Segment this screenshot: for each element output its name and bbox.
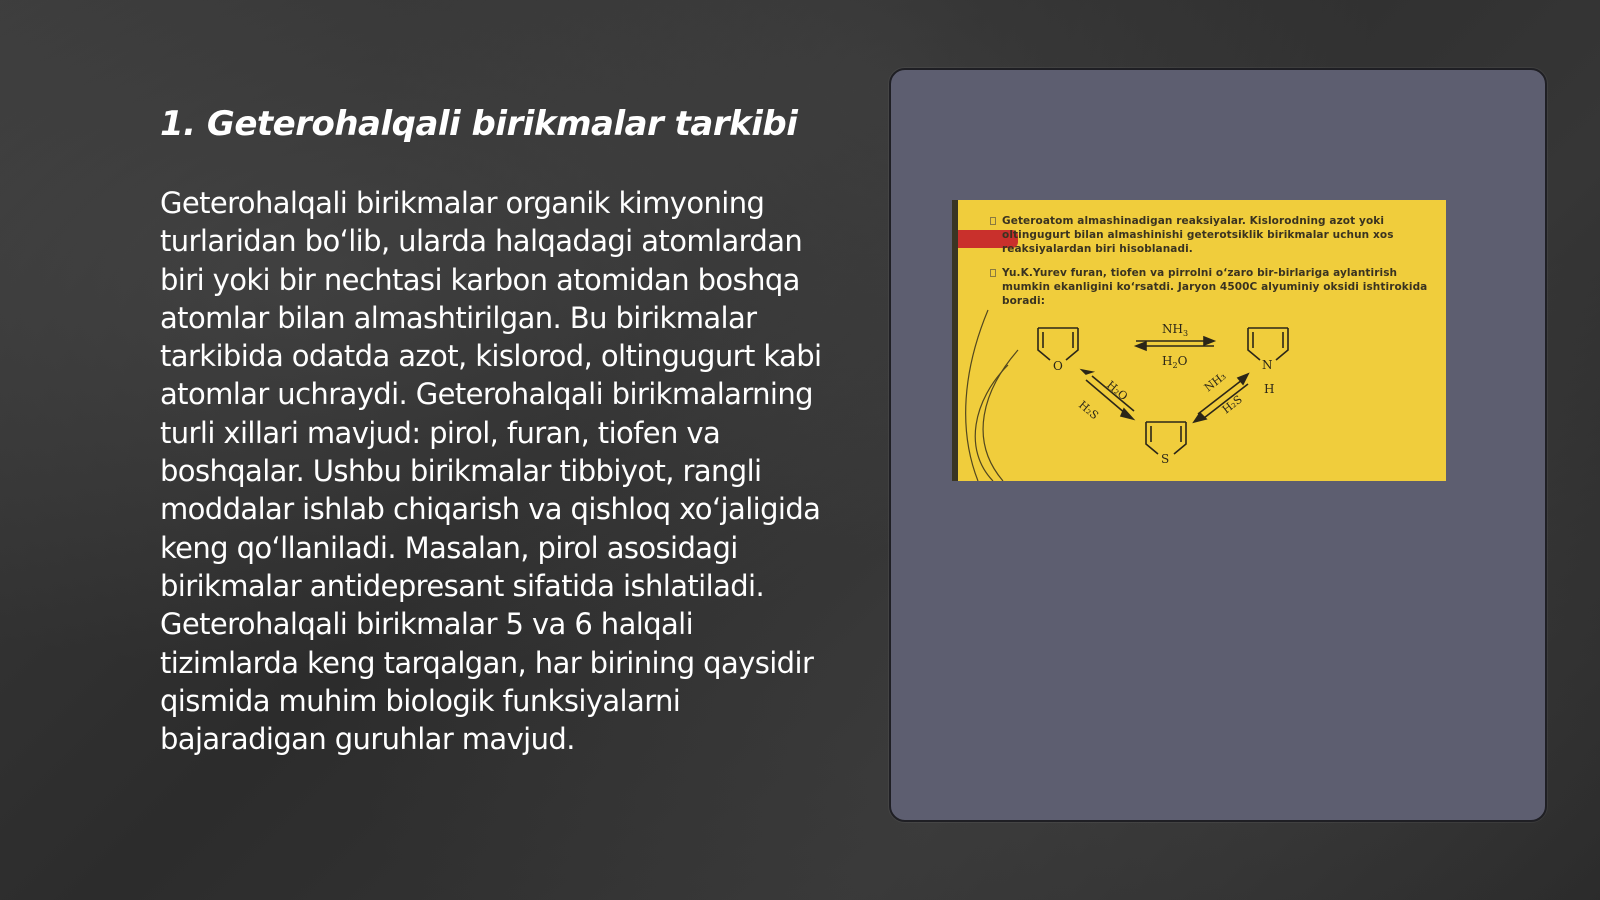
image-card: [889, 68, 1547, 822]
bottom-reagent-label: $H_2O$: [1162, 354, 1188, 370]
decorative-curves: [966, 310, 1018, 481]
furan-atom-label: O: [1053, 359, 1063, 373]
right-lower-reagent: H₂S: [1219, 392, 1245, 417]
pyrrole-h-label: H: [1264, 382, 1275, 396]
slide-body-text: Geterohalqali birikmalar organik kimyoning turlaridan bo‘lib, ularda halqadagi atomlardan biri yoki bir nechtasi karbon atomidan boshqa atomlar bilan almashtirilgan. Bu birikmalar tarkibida odatda azot, kislorod, oltingugurt kabi atomlar uchraydi. Geterohalqali birikmalarning turli xillari mavjud: pirol, furan, tiofen va boshqalar. Ushbu birikmalar tibbiyot, rangli moddalar ishlab chiqarish va qishloq xo‘jaligida keng qo‘llaniladi. Masalan, pirol asosidagi birikmalar antidepresant sifatida ishlatiladi. Geterohalqali birikmalar 5 va 6 halqali tizimlarda keng tarqalgan, har birining qaysidir qismida muhim biologik funksiyalarni bajaradigan guruhlar mavjud.: [160, 186, 822, 757]
reaction-scheme-diagram: [958, 200, 1446, 481]
thiophene-ring: [1146, 422, 1186, 454]
embedded-bullet-1: Geteroatom almashinadigan reaksiyalar. Kislorodning azot yoki oltingugurt bilan almashinishi geterotsiklik birikmalar uchun xos reaksiyalardan biri hisoblanadi.: [1002, 215, 1394, 255]
top-equilibrium-arrows: [1136, 337, 1214, 350]
slide-title: 1. Geterohalqali birikmalar tarkibi: [160, 104, 798, 144]
furan-ring: [1038, 328, 1078, 360]
embedded-bullet-2: Yu.K.Yurev furan, tiofen va pirrolni o‘zaro bir-birlariga aylantirish mumkin ekanligini ko‘rsatdi. Jaryon 4500C alyuminiy oksidi ishtirokida boradi:: [1002, 267, 1428, 307]
pyrrole-atom-label: N: [1262, 358, 1273, 372]
right-upper-reagent: NH₃: [1201, 369, 1229, 395]
thiophene-atom-label: S: [1161, 452, 1170, 466]
left-lower-reagent: H₂S: [1076, 398, 1101, 423]
pyrrole-ring: [1248, 328, 1288, 360]
left-upper-reagent: H₂O: [1104, 378, 1131, 404]
top-reagent-label: $NH_3$: [1162, 322, 1189, 338]
embedded-slide-image: [952, 200, 1446, 481]
